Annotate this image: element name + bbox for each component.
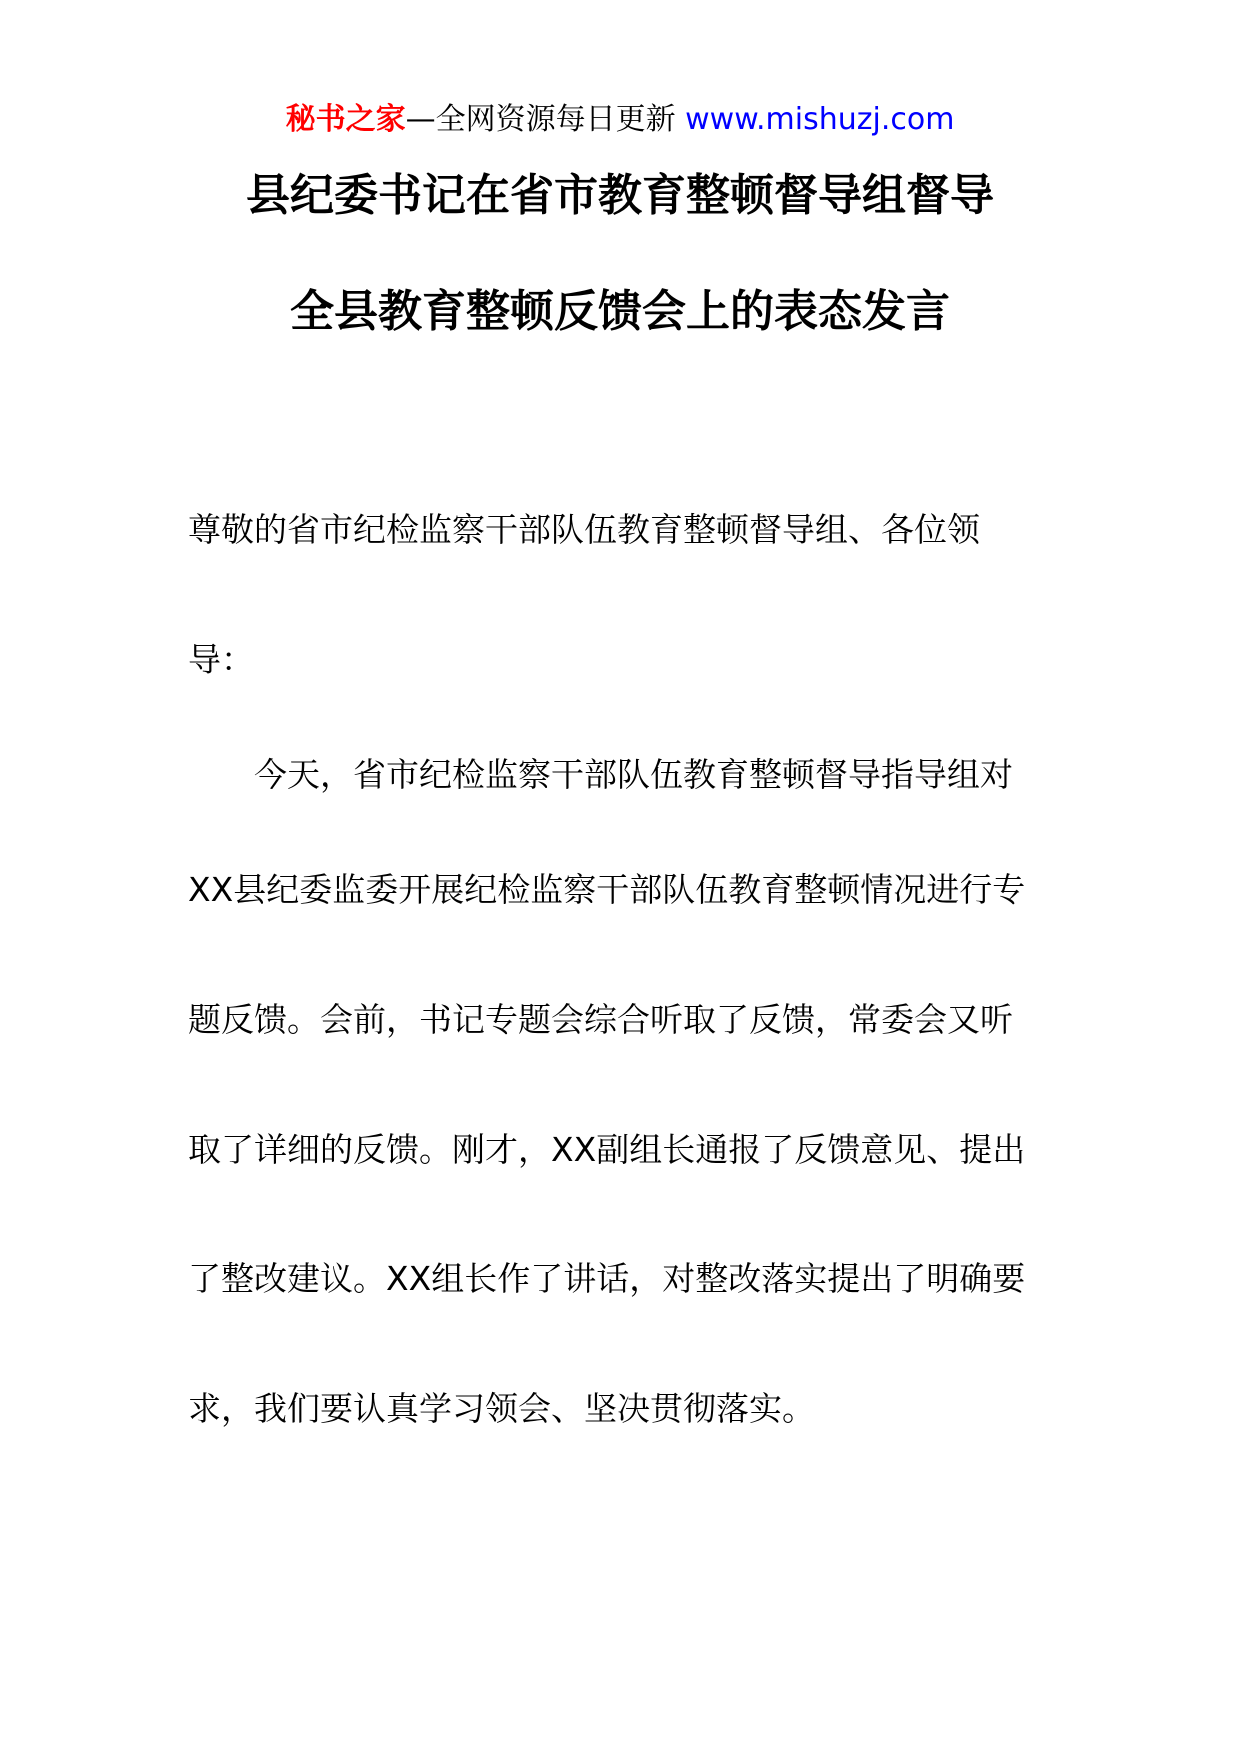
- site-tagline: —全网资源每日更新: [405, 102, 676, 137]
- document-title-line-1: 县纪委书记在省市教育整顿督导组督导: [246, 170, 994, 221]
- body-paragraph-line: 取了详细的反馈。刚才，XX副组长通报了反馈意见、提出: [188, 1130, 1026, 1169]
- body-paragraph-line: 今天，省市纪检监察干部队伍教育整顿督导指导组对: [254, 755, 1013, 794]
- body-line-salutation: 尊敬的省市纪检监察干部队伍教育整顿督导组、各位领: [188, 510, 980, 549]
- body-paragraph-line: 题反馈。会前，书记专题会综合听取了反馈，常委会又听: [188, 1000, 1013, 1039]
- body-paragraph-line: 求，我们要认真学习领会、坚决贯彻落实。: [188, 1389, 815, 1428]
- site-url-link[interactable]: www.mishuzj.com: [685, 102, 955, 137]
- site-brand: 秘书之家: [285, 102, 406, 137]
- body-paragraph-line: XX县纪委监委开展纪检监察干部队伍教育整顿情况进行专: [188, 870, 1026, 909]
- document-title-line-2: 全县教育整顿反馈会上的表态发言: [290, 286, 950, 337]
- body-paragraph-line: 了整改建议。XX组长作了讲话，对整改落实提出了明确要: [188, 1259, 1026, 1298]
- body-line-salutation-end: 导：: [188, 640, 254, 679]
- site-header: [0, 100, 1240, 140]
